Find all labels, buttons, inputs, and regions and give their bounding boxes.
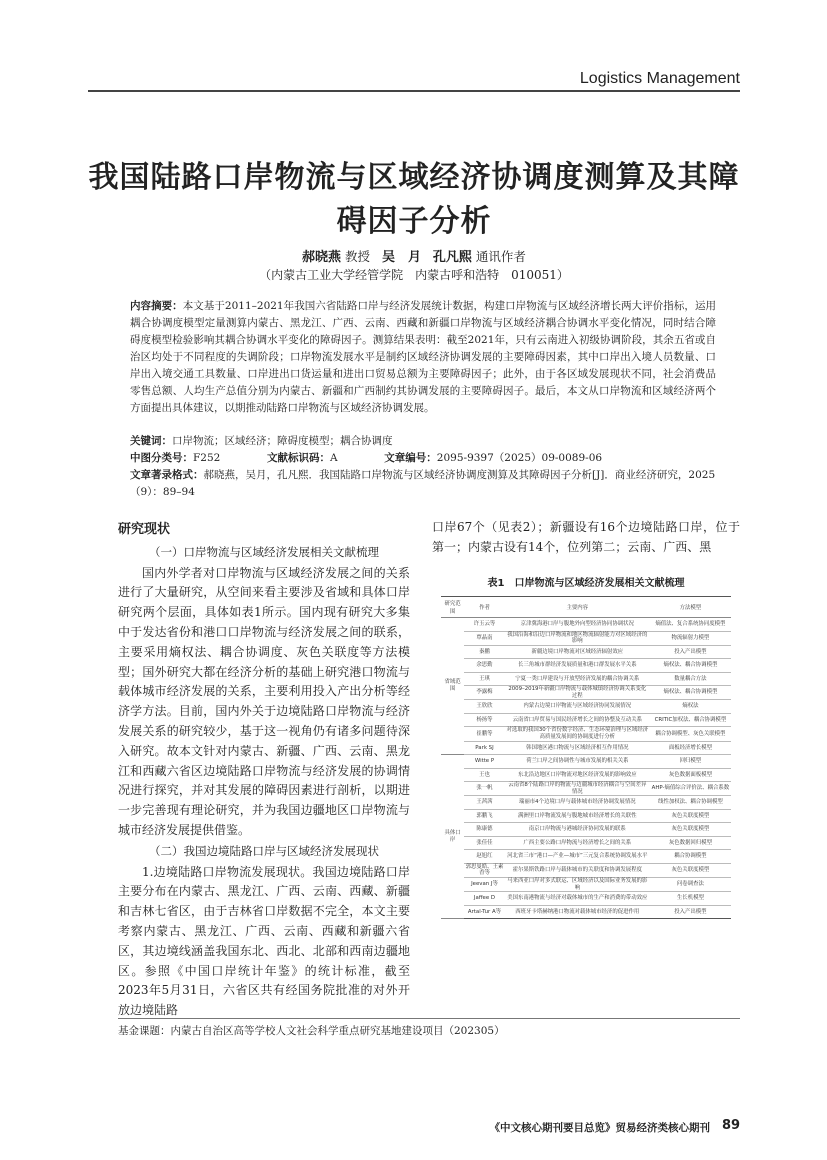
table-cell-content: 2009–2019年新疆口岸物流与载体城镇经济协调关系变化过程 bbox=[505, 686, 650, 700]
table-row bbox=[441, 618, 731, 632]
table-row bbox=[441, 713, 731, 727]
table-cell-author: 张一帆 bbox=[464, 782, 505, 796]
subheading-2: （二）我国边境陆路口岸与区域经济发展现状 bbox=[149, 843, 379, 858]
abstract-text: 本文基于2011–2021年我国六省陆路口岸与经济发展统计数据，构建口岸物流与区域经济增长两大评价指标，运用耦合协调度模型定量测算内蒙古、黑龙江、广西、云南、西藏和新疆口岸物流与区域经济耦合协调水平变化情况，同时结合障碍度模型检验影响其耦合协调水平变化的障碍因子。测算结果表明：截至2021年，只有云南进入初级协调阶段，其余五省或自治区均处于不同程度的失调阶段；口岸物流发展水平是制约区域经济协调发展的主要障碍因素，其中口岸出入境人员数量、口岸出入境交通工具数量、口岸进出口货运量和进出口贸易总额为主要障碍因子；此外，由于各区域发展现状不同，社会消费品零售总额、人均生产总值分别为内蒙古、新疆和广西制约其协调发展的主要障碍因子。最后，本文从口岸物流和区域经济两个方面提出具体建议，以期推动陆路口岸物流与区域经济协调发展。 bbox=[130, 300, 716, 414]
table-row bbox=[441, 892, 731, 906]
heading-research-status: 研究现状 bbox=[118, 522, 171, 537]
page-number: 89 bbox=[722, 1118, 741, 1133]
table-cell-method: 熵权法 bbox=[650, 700, 731, 714]
classification-line bbox=[130, 450, 716, 467]
table-cell-author: 王欣欣 bbox=[464, 700, 505, 714]
table-cell-content: 韩国地区港口物流与区域经济相互作用情况 bbox=[505, 741, 650, 755]
table-row bbox=[441, 645, 731, 659]
table-cell-method: 熵值法、复合系统协同度模型 bbox=[650, 618, 731, 632]
table-cell-author: 王也 bbox=[464, 768, 505, 782]
table-cell-content: 云南省口岸贸易与国民经济增长之间的协整及互动关系 bbox=[505, 713, 650, 727]
table-cell-scope: 省域范围 bbox=[441, 618, 464, 755]
keywords-line bbox=[130, 433, 393, 450]
table-row bbox=[441, 863, 731, 877]
table-cell-author: 赵旭红 bbox=[464, 850, 505, 864]
table-cell-author: 李露梅 bbox=[464, 686, 505, 700]
author-1-name: 郝晓燕 bbox=[302, 250, 342, 265]
table-row bbox=[441, 672, 731, 686]
abstract-label: 内容摘要： bbox=[130, 300, 183, 312]
table-cell-content: 瑞丽市4个边境口岸与载体城市经济协调发展情况 bbox=[505, 796, 650, 810]
table-row bbox=[441, 850, 731, 864]
article-no: 2095-9397（2025）09-0089-06 bbox=[436, 452, 603, 464]
table-row bbox=[441, 905, 731, 919]
table-row bbox=[441, 686, 731, 700]
header-method: 方法模型 bbox=[650, 597, 731, 618]
table-row bbox=[441, 809, 731, 823]
table-cell-method: 灰色关联度模型 bbox=[650, 809, 731, 823]
table-cell-author: 杨扬等 bbox=[464, 713, 505, 727]
table-cell-method: 生长机模型 bbox=[650, 892, 731, 906]
table-row bbox=[441, 700, 731, 714]
table-cell-content: 霍尔果斯铁路口岸与载体城市的关联度和协调发展程度 bbox=[505, 863, 650, 877]
table-cell-content: 新疆边境口岸物流对区域经济辐射效应 bbox=[505, 645, 650, 659]
clc-label: 中图分类号： bbox=[130, 452, 193, 464]
table-cell-content: 美国东南港物流与经济对载体城市的生产和消费的带动效应 bbox=[505, 892, 650, 906]
table-cell-content: 西班牙卡塔赫纳港口物流对载体城市经济的促进作用 bbox=[505, 905, 650, 919]
table-row bbox=[441, 782, 731, 796]
author-1-role: 教授 bbox=[345, 249, 371, 264]
table-cell-author: Jeevan J等 bbox=[464, 877, 505, 891]
table-row bbox=[441, 755, 731, 769]
table-cell-content: 满洲里口岸物流发展与腹地城市经济增长的关联性 bbox=[505, 809, 650, 823]
table-header-row bbox=[441, 597, 731, 618]
subheading-1: （一）口岸物流与区域经济发展相关文献梳理 bbox=[149, 544, 379, 559]
table-cell-content: 宁夏一类口岸建设与开放型经济发展的耦合协调关系 bbox=[505, 672, 650, 686]
table-cell-content: 云南省8个陆路口岸的物流与边疆城市经济耦合与空间差异情况 bbox=[505, 782, 650, 796]
table-cell-method: 灰色数据面板模型 bbox=[650, 768, 731, 782]
table-cell-author: Park SJ bbox=[464, 741, 505, 755]
table-cell-author: 秦鹏 bbox=[464, 645, 505, 659]
literature-table bbox=[441, 596, 731, 919]
citation-text: 郝晓燕，吴月，孔凡熙．我国陆路口岸物流与区域经济协调度测算及其障碍因子分析[J]．商业经济研究，2025（9）：89–94 bbox=[130, 469, 716, 498]
table-cell-author: 王茜茜 bbox=[464, 796, 505, 810]
doc-label: 文献标识码： bbox=[267, 452, 331, 464]
table-cell-content: 京津冀海港口岸与腹地外向型经济协同协调状况 bbox=[505, 618, 650, 632]
table-cell-content: 河北省三市“港口—产业—城市”三元复合系统协调发展水平 bbox=[505, 850, 650, 864]
table-cell-author: Artal-Tur A等 bbox=[464, 905, 505, 919]
table-cell-method: 灰色关联度模型 bbox=[650, 823, 731, 837]
table-cell-author: 郭思曼皓、王素香等 bbox=[465, 863, 504, 877]
table-cell-author: 许玉云等 bbox=[464, 618, 505, 632]
table-cell-method: 耦合协调模型、灰色关联模型 bbox=[650, 727, 731, 741]
table-cell-method: 面板经济增长模型 bbox=[650, 741, 731, 755]
citation-label: 文章著录格式： bbox=[130, 469, 204, 481]
table-cell-author: 覃晶南 bbox=[464, 631, 505, 645]
author-line bbox=[88, 246, 740, 265]
funding-footnote: 基金课题：内蒙古自治区高等学校人文社会科学重点研究基地建设项目（202305） bbox=[118, 1025, 505, 1037]
citation-block bbox=[130, 467, 716, 501]
table-cell-content: 马来西亚口岸对多式联运、区域经济以及国际业务发展的影响 bbox=[505, 877, 650, 891]
table-cell-method: 线性加权法、耦合协调模型 bbox=[650, 796, 731, 810]
doc-code: A bbox=[330, 452, 338, 464]
table-cell-method: 问卷调查法 bbox=[650, 877, 731, 891]
table-cell-content: 内蒙古边境口岸物流与区域经济协同发展情况 bbox=[505, 700, 650, 714]
author-2-name: 吴 月 bbox=[381, 250, 421, 265]
table-cell-author: 崔鹏等 bbox=[464, 727, 505, 741]
table-row bbox=[441, 836, 731, 850]
table-cell-content: 长三角城市群经济发展质量和港口群发展水平关系 bbox=[505, 659, 650, 673]
footer-journal-index: 《中文核心期刊要目总览》贸易经济类核心期刊 bbox=[489, 1122, 710, 1134]
right-column-text: 口岸67个（见表2）；新疆设有16个边境陆路口岸，位于第一；内蒙古设有14个，位列第二；云南、广西、黑 bbox=[432, 520, 740, 554]
table-cell-method: 数量耦合方法 bbox=[650, 672, 731, 686]
table-cell-method: 耦合协调模型 bbox=[650, 850, 731, 864]
author-3-name: 孔凡熙 bbox=[432, 250, 472, 265]
table-cell-content: 广西主要公路口岸物流与经济增长之间的关系 bbox=[505, 836, 650, 850]
table-cell-method: CRITIC加权法、耦合协调模型 bbox=[650, 713, 731, 727]
table-cell-content: 南京口岸物流与港城经济协同发展的联系 bbox=[505, 823, 650, 837]
author-3-role: 通讯作者 bbox=[475, 249, 526, 264]
article-title: 我国陆路口岸物流与区域经济协调度测算及其障碍因子分析 bbox=[88, 160, 740, 239]
table-cell-method: 回归模型 bbox=[650, 755, 731, 769]
table-row bbox=[441, 741, 731, 755]
table-row bbox=[441, 877, 731, 891]
article-no-label: 文章编号： bbox=[384, 452, 437, 464]
paragraph-1: 国内外学者对口岸物流与区域经济发展之间的关系进行了大量研究，从空间来看主要涉及省域和具体口岸研究两个层面，具体如表1所示。国内现有研究大多集中于发达省份和港口口岸物流与经济发展之间的联系，主要采用熵权法、耦合协调度、灰色关联度等方法模型；国外研究大都在经济分析的基础上研究港口物流与载体城市经济发展的关系，主要利用投入产出分析等经济学方法。目前，国内外关于边境陆路口岸物流与经济发展关系的研究较少，基于这一视角仍有诸多问题待深入研究。故本文针对内蒙古、新疆、广西、云南、黑龙江和西藏六省区边境陆路口岸物流与经济发展的协调情况进行探究，并对其发展的障碍因素进行剖析，以期进一步完善现有理论研究，并为我国边疆地区口岸物流与城市经济发展提供借鉴。 bbox=[118, 565, 410, 837]
table-cell-author: 王琪 bbox=[464, 672, 505, 686]
affiliation: （内蒙古工业大学经管学院 内蒙古呼和浩特 010051） bbox=[259, 268, 569, 282]
table-row bbox=[441, 631, 731, 645]
table-cell-author: 余思勤 bbox=[464, 659, 505, 673]
footnote-rule bbox=[118, 1018, 740, 1019]
table-cell-content: 荷兰口岸之间协调性与城市发展的相关关系 bbox=[505, 755, 650, 769]
table-cell-author: 张佳佳 bbox=[464, 836, 505, 850]
header-rule bbox=[88, 90, 740, 92]
keywords-label: 关键词： bbox=[130, 435, 172, 447]
table-cell-author: Witte P bbox=[464, 755, 505, 769]
table-cell-method: 物流辐射力模型 bbox=[650, 631, 731, 645]
keywords: 口岸物流；区域经济；障碍度模型；耦合协调度 bbox=[172, 435, 393, 447]
table-row bbox=[441, 796, 731, 810]
table-cell-content: 我国沿海和沿边口岸物流和地区物流辐射能力对区域经济的影响 bbox=[505, 631, 650, 645]
table-cell-scope: 具体口岸 bbox=[441, 755, 464, 919]
table-row bbox=[441, 727, 731, 741]
table-cell-author: Jaffee D bbox=[464, 892, 505, 906]
table-row bbox=[441, 823, 731, 837]
table-row bbox=[441, 659, 731, 673]
header-author: 作者 bbox=[464, 597, 505, 618]
section-tag: Logistics Management bbox=[579, 70, 740, 87]
abstract-block bbox=[130, 298, 716, 417]
paragraph-2: 1.边境陆路口岸物流发展现状。我国边境陆路口岸主要分布在内蒙古、黑龙江、广西、云南、西藏、新疆和吉林七省区，由于吉林省口岸数据不完全，本文主要考察内蒙古、黑龙江、广西、云南、西藏和新疆六省区，其边境线涵盖我国东北、西北、北部和西南边疆地区。参照《中国口岸统计年鉴》的统计标准，截至2023年5月31日，六省区共有经国务院批准的对外开放边境陆路 bbox=[118, 864, 410, 1018]
table-caption: 表1 口岸物流与区域经济发展相关文献梳理 bbox=[487, 578, 685, 589]
table-cell-method: AHP-熵值综合评价法、耦合系数 bbox=[650, 782, 731, 796]
header-scope: 研究范围 bbox=[441, 597, 464, 618]
clc-code: F252 bbox=[193, 452, 221, 464]
table-cell-method: 熵权法、耦合协调模型 bbox=[650, 686, 731, 700]
table-cell-content: 东北沿边地区口岸物流对地区经济发展的影响效应 bbox=[505, 768, 650, 782]
table-cell-author: 郭鹏飞 bbox=[464, 809, 505, 823]
table-cell-content: 对选取的我国30个省份数字经济、生态环境治理与区域经济高质量发展间的协调度进行分析 bbox=[506, 727, 649, 740]
table-cell-method: 投入产出模型 bbox=[650, 905, 731, 919]
header-content: 主要内容 bbox=[505, 597, 650, 618]
table-cell-method: 灰色数据回归模型 bbox=[650, 836, 731, 850]
table-cell-method: 灰色关联度模型 bbox=[650, 863, 731, 877]
left-column bbox=[118, 520, 410, 1021]
table-cell-author: 陈康德 bbox=[464, 823, 505, 837]
table-cell-method: 熵权法、耦合协调模型 bbox=[650, 659, 731, 673]
table-cell-method: 投入产出模型 bbox=[650, 645, 731, 659]
table-row bbox=[441, 768, 731, 782]
